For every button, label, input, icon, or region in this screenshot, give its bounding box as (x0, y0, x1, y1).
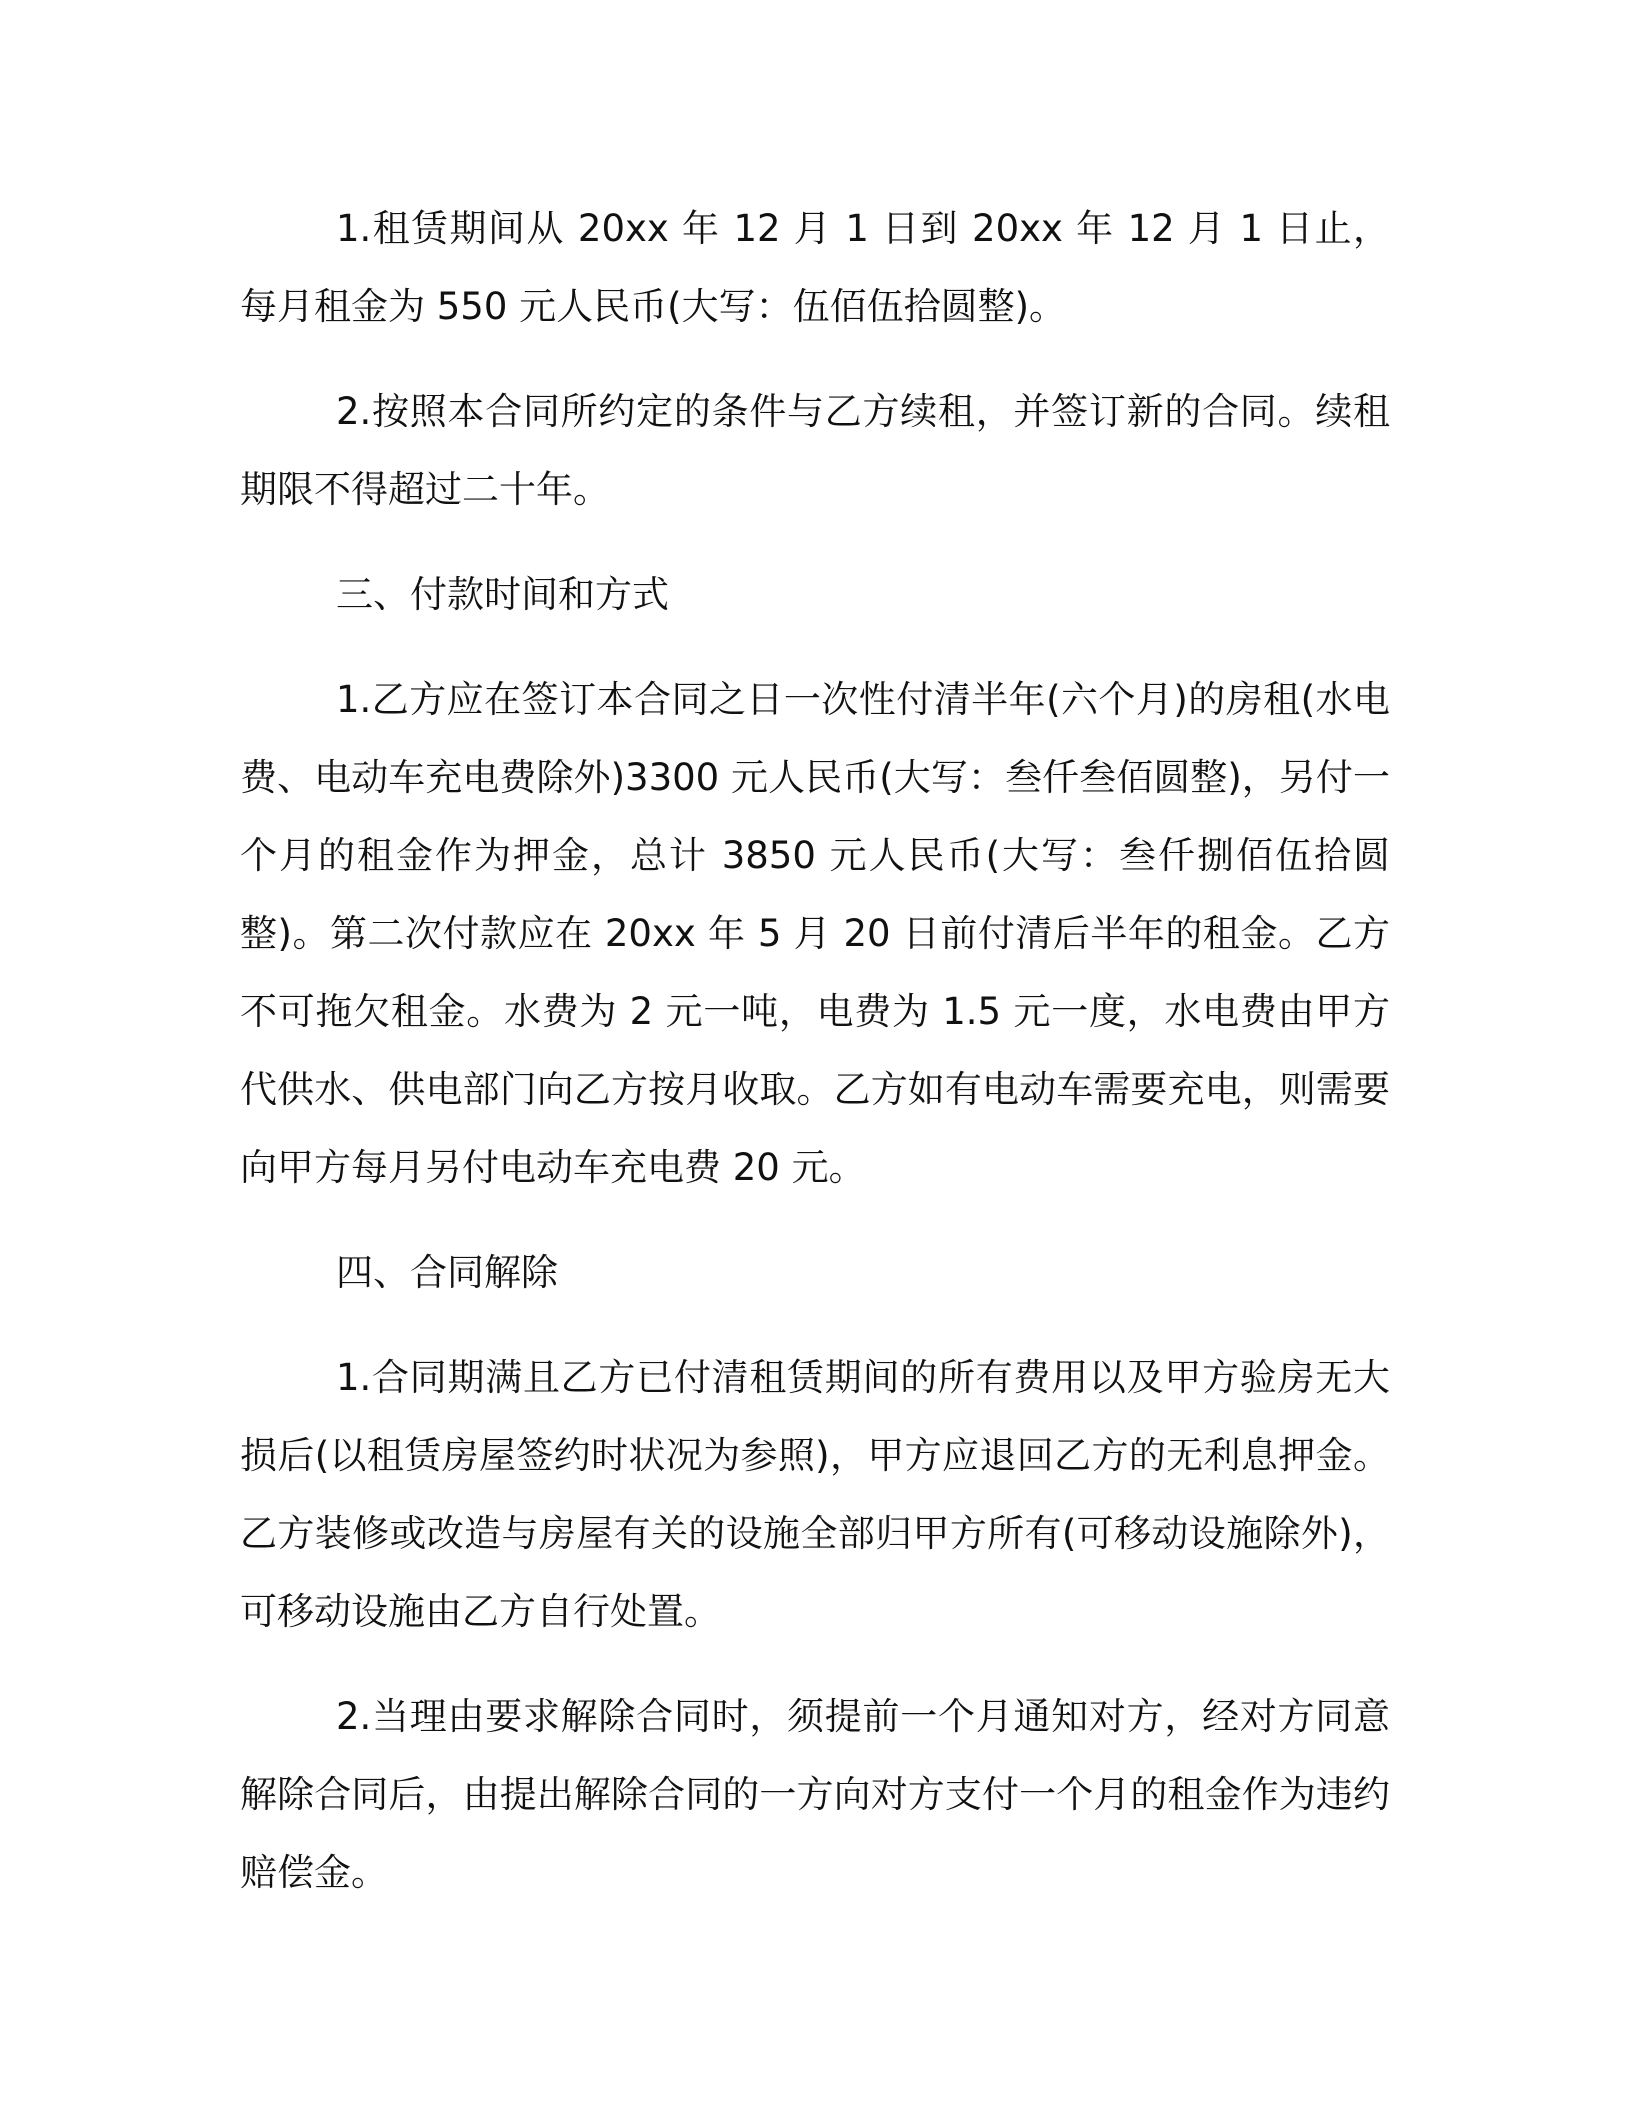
document-page (240, 190, 1390, 1939)
section-4-heading: 四、合同解除 (336, 1251, 558, 1294)
clause-2-2: 2.按照本合同所约定的条件与乙方续租，并签订新的合同。续租期限不得超过二十年。 (240, 390, 1390, 511)
clause-4-1: 1.合同期满且乙方已付清租赁期间的所有费用以及甲方验房无大损后(以租赁房屋签约时状况为参照)，甲方应退回乙方的无利息押金。乙方装修或改造与房屋有关的设施全部归甲方所有(可移动设施除外)，可移动设施由乙方自行处置。 (240, 1356, 1390, 1633)
clause-2-1: 1.租赁期间从 20xx 年 12 月 1 日到 20xx 年 12 月 1 日止，每月租金为 550 元人民币(大写：伍佰伍拾圆整)。 (240, 207, 1390, 328)
clause-4-2: 2.当理由要求解除合同时，须提前一个月通知对方，经对方同意解除合同后，由提出解除合同的一方向对方支付一个月的租金作为违约赔偿金。 (240, 1695, 1390, 1894)
section-3-heading: 三、付款时间和方式 (336, 573, 669, 616)
clause-3-1: 1.乙方应在签订本合同之日一次性付清半年(六个月)的房租(水电费、电动车充电费除外)3300 元人民币(大写：叁仟叁佰圆整)，另付一个月的租金作为押金，总计 3850 元人民币(大写：叁仟捌佰伍拾圆整)。第二次付款应在 20xx 年 5 月 20 日前付清后半年的租金。乙方不可拖欠租金。水费为 2 元一吨，电费为 1.5 元一度，水电费由甲方代供水、供电部门向乙方按月收取。乙方如有电动车需要充电，则需要向甲方每月另付电动车充电费 20 元。 (240, 678, 1390, 1189)
